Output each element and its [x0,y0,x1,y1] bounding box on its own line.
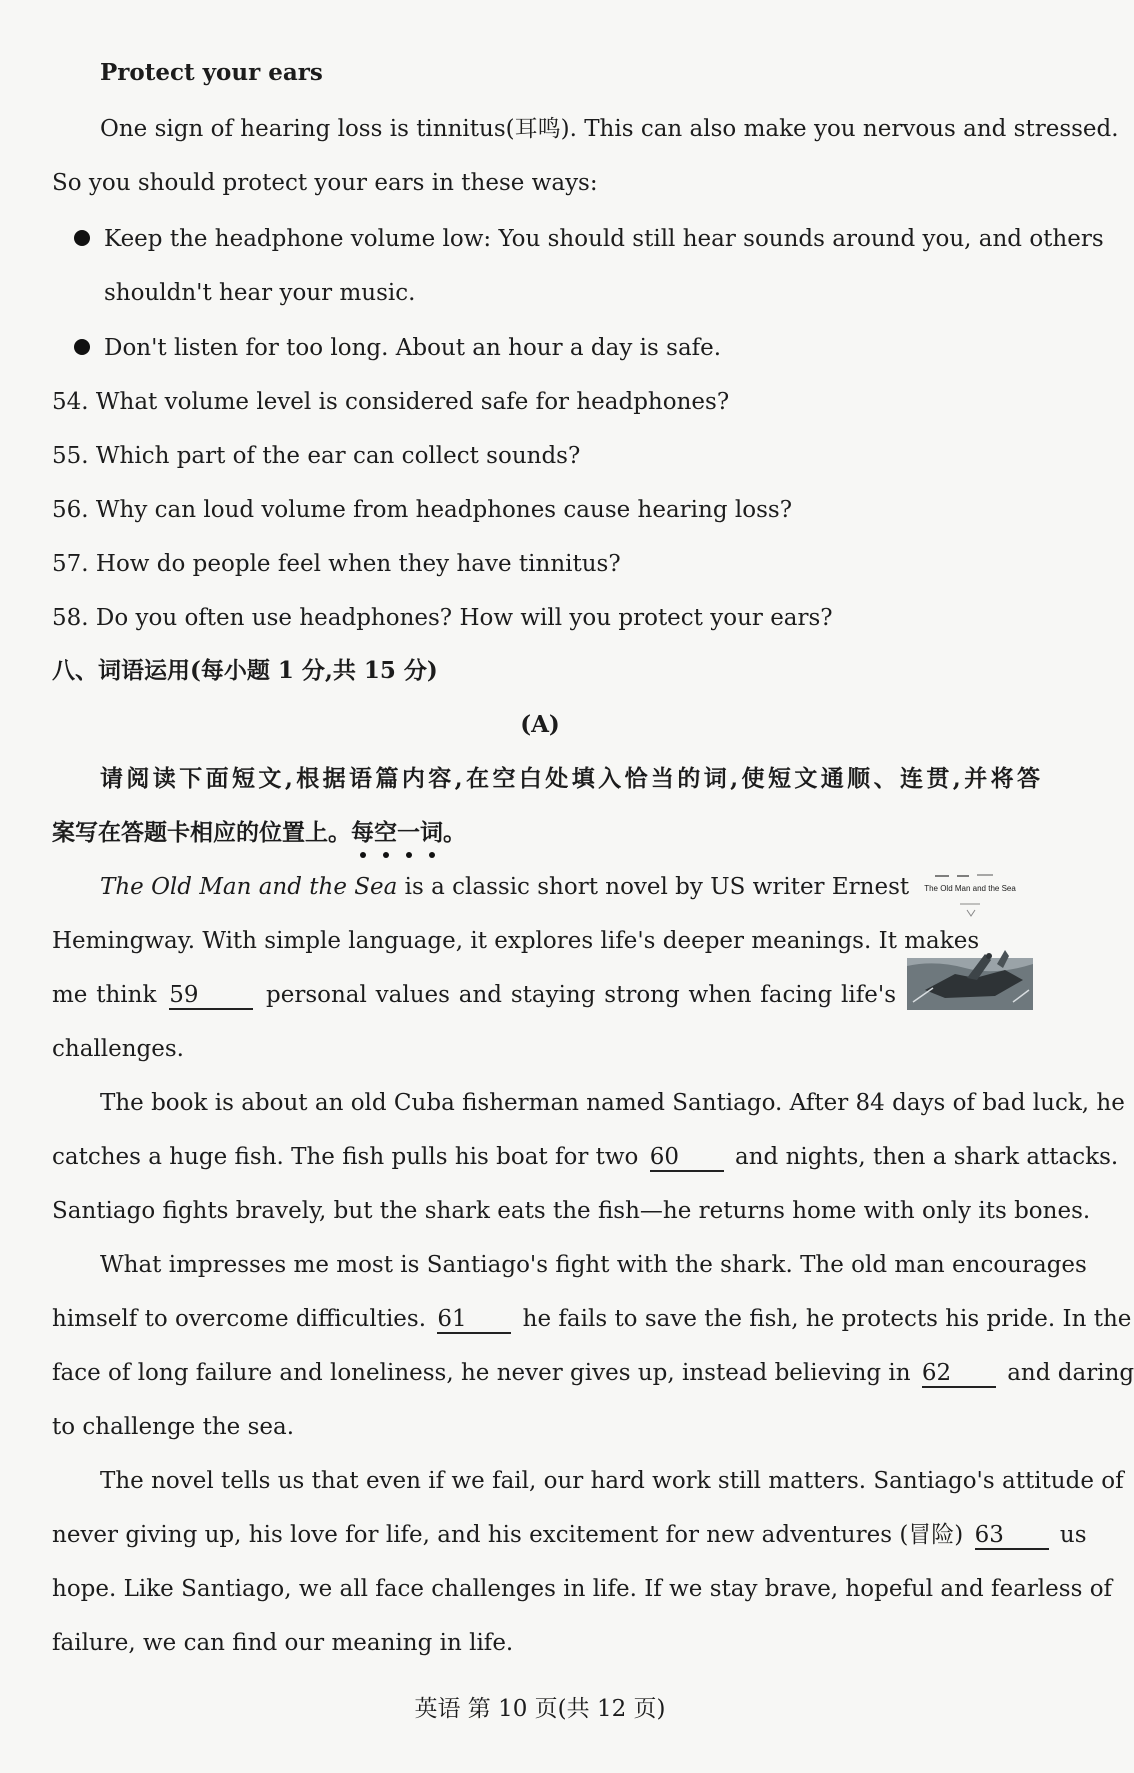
passage-p1-line-3: me think 59 personal values and staying strong when facing life's [52,982,897,1008]
passage-p4-line-1: The novel tells us that even if we fail, our hard work still matters. Santiago's attitude of [100,1468,1124,1494]
blank-62[interactable]: 62 [922,1360,996,1388]
intro-line-1: One sign of hearing loss is tinnitus(耳鸣). This can also make you nervous and stressed. [100,116,1119,142]
intro-line-2: So you should protect your ears in these ways: [52,170,598,196]
passage-p2-line-2: catches a huge fish. The fish pulls his boat for two 60 and nights, then a shark attacks. [52,1144,1119,1170]
bullet-dot-icon [74,339,90,355]
question-56: 56. Why can loud volume from headphones cause hearing loss? [52,497,793,523]
passage-p1-line-2: Hemingway. With simple language, it explores life's deeper meanings. It makes [52,928,980,954]
question-55: 55. Which part of the ear can collect sounds? [52,443,581,469]
question-57: 57. How do people feel when they have tinnitus? [52,551,621,577]
question-54: 54. What volume level is considered safe for headphones? [52,389,730,415]
passage-p3-line-4: to challenge the sea. [52,1414,295,1440]
emphasis-char: 词 [420,819,443,846]
section-title: Protect your ears [100,59,323,86]
emphasis-char: 每 [351,819,374,846]
bullet-2: Don't listen for too long. About an hour a day is safe. [104,335,722,361]
part-8-sub: (A) [520,711,560,738]
passage-p3-line-1: What impresses me most is Santiago's fight with the shark. The old man encourages [100,1252,1087,1278]
bullet-1-line-1: Keep the headphone volume low: You should still hear sounds around you, and others [104,226,1104,252]
blank-61[interactable]: 61 [437,1306,511,1334]
page-footer: 英语 第 10 页(共 12 页) [414,1696,666,1722]
emphasis-char: 一 [397,819,420,846]
part-8-heading: 八、词语运用(每小题 1 分,共 15 分) [52,657,438,684]
passage-p4-line-3: hope. Like Santiago, we all face challenges in life. If we stay brave, hopeful and fearless of [52,1576,1113,1602]
passage-p1-line-4: challenges. [52,1036,184,1062]
instruction-line-1: 请阅读下面短文,根据语篇内容,在空白处填入恰当的词,使短文通顺、连贯,并将答 [100,765,1040,792]
book-cover-title: The Old Man and the Sea [924,884,1016,893]
question-58: 58. Do you often use headphones? How will you protect your ears? [52,605,833,631]
passage-p3-line-3: face of long failure and loneliness, he never gives up, instead believing in 62 and daring [52,1360,1134,1386]
passage-p2-line-3: Santiago fights bravely, but the shark eats the fish—he returns home with only its bones. [52,1198,1091,1224]
blank-60[interactable]: 60 [650,1144,724,1172]
blank-63[interactable]: 63 [975,1522,1049,1550]
passage-p4-line-4: failure, we can find our meaning in life. [52,1630,514,1656]
instruction-line-2: 案写在答题卡相应的位置上。每空一词。 [52,819,466,846]
passage-p2-line-1: The book is about an old Cuba fisherman named Santiago. After 84 days of bad luck, he [100,1090,1125,1116]
emphasis-char: 空 [374,819,397,846]
bullet-dot-icon [74,230,90,246]
passage-p1-line-1: The Old Man and the Sea is a classic short novel by US writer Ernest [100,874,910,900]
blank-59[interactable]: 59 [169,982,253,1010]
passage-p4-line-2: never giving up, his love for life, and his excitement for new adventures (冒险) 63 us [52,1522,1087,1548]
passage-p3-line-2: himself to overcome difficulties. 61 he fails to save the fish, he protects his pride. In the [52,1306,1132,1332]
bullet-1-line-2: shouldn't hear your music. [104,280,416,306]
